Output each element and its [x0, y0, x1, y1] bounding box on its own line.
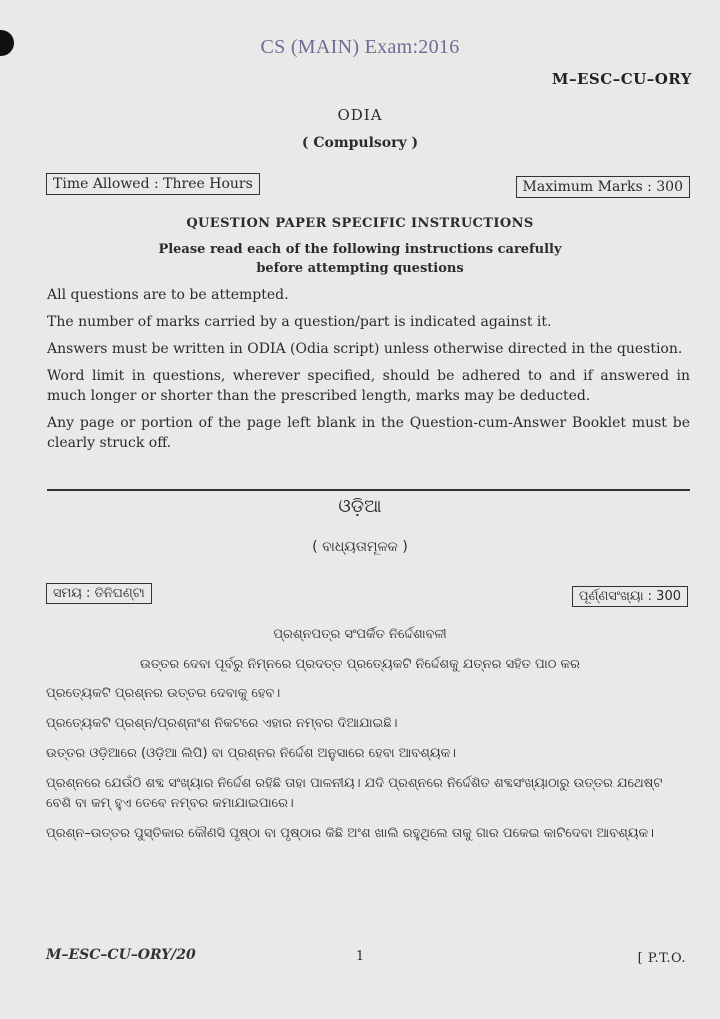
paper-code: M–ESC–CU–ORY [551, 70, 692, 88]
footer-paper-code: M–ESC–CU–ORY/20 [46, 947, 196, 963]
instruction-item: All questions are to be attempted. [47, 287, 289, 303]
odia-instruction-item: ପ୍ରତ୍ୟେକଟି ପ୍ରଶ୍ନ/ପ୍ରଶ୍ନାଂଶ ନିକଟରେ ଏହାର ନମ୍ବର ଦିଆଯାଇଛି। [46, 716, 398, 731]
odia-instructions [46, 684, 690, 854]
instruction-item: The number of marks carried by a question/part is indicated against it. [47, 314, 552, 330]
section-divider [47, 489, 690, 491]
instructions-heading: QUESTION PAPER SPECIFIC INSTRUCTIONS [186, 216, 534, 231]
read-instructions-line-2: before attempting questions [256, 261, 464, 276]
subject-title: ODIA [337, 106, 383, 124]
odia-instruction-item: ପ୍ରତ୍ୟେକଟି ପ୍ରଶ୍ନର ଉତ୍ତର ଦେବାକୁ ହେବ। [46, 686, 281, 701]
english-instructions [47, 285, 690, 460]
odia-compulsory-label: ( ବାଧ୍ୟତାମୂଳକ ) [312, 539, 408, 555]
page-number: 1 [355, 949, 365, 964]
instruction-item: Any page or portion of the page left blank in the Question-cum-Answer Booklet must be clearly struck off. [47, 415, 690, 451]
odia-subject-title: ଓଡ଼ିଆ [338, 496, 382, 517]
instruction-item: Word limit in questions, wherever specified, should be adhered to and if answered in much longer or shorter than the prescribed length, marks may be deducted. [47, 368, 690, 404]
instruction-item: Answers must be written in ODIA (Odia script) unless otherwise directed in the question. [47, 341, 683, 357]
read-instructions-line-1: Please read each of the following instructions carefully [158, 242, 562, 257]
odia-instructions-heading: ପ୍ରଶ୍ନପତ୍ର ସଂପର୍କିତ ନିର୍ଦ୍ଦେଶାବଳୀ [273, 627, 447, 642]
time-allowed-box: Time Allowed : Three Hours [46, 173, 260, 195]
pto-label: [ P.T.O. [637, 951, 686, 966]
maximum-marks-box: Maximum Marks : 300 [516, 176, 690, 198]
exam-stamp: CS (MAIN) Exam:2016 [260, 36, 460, 58]
compulsory-label: ( Compulsory ) [301, 135, 419, 151]
odia-instruction-item: ଉତ୍ତର ଓଡ଼ିଆରେ (ଓଡ଼ିଆ ଲିପି) ବା ପ୍ରଶ୍ନର ନିର୍ଦ୍ଦେଶ ଅନୁସାରେ ହେବା ଆବଶ୍ୟକ। [46, 746, 457, 761]
odia-instruction-item: ପ୍ରଶ୍ନ–ଉତ୍ତର ପୁସ୍ତିକାର କୌଣସି ପୃଷ୍ଠା ବା ପୃଷ୍ଠାର କିଛି ଅଂଶ ଖାଲି ରହୁଥିଲେ ତାକୁ ଗାର ପକେଇ କାଟିଦେବା ଆବଶ୍ୟକ। [46, 826, 654, 841]
odia-time-allowed-box: ସମୟ : ତିନିଘଣ୍ଟା [46, 583, 152, 604]
odia-instruction-item: ପ୍ରଶ୍ନରେ ଯେଉଁଠି ଶବ୍ଦ ସଂଖ୍ୟାର ନିର୍ଦ୍ଦେଶ ରହିଛି ତାହା ପାଳନୀୟ। ଯଦି ପ୍ରଶ୍ନରେ ନିର୍ଦ୍ଦେଶିତ ଶବ୍ଦସଂଖ୍ୟାଠାରୁ ଉତ୍ତର ଯଥେଷ୍ଟ ବେଶି ବା କମ୍ ହୁଏ ତେବେ ନମ୍ବର କମାଯାଇପାରେ। [46, 776, 663, 811]
odia-read-instructions-line: ଉତ୍ତର ଦେବା ପୂର୍ବରୁ ନିମ୍ନରେ ପ୍ରଦତ୍ତ ପ୍ରତ୍ୟେକଟି ନିର୍ଦ୍ଦେଶକୁ ଯତ୍ନର ସହିତ ପାଠ କର [140, 657, 580, 672]
odia-maximum-marks-box: ପୂର୍ଣ୍ଣସଂଖ୍ୟା : 300 [572, 586, 688, 607]
